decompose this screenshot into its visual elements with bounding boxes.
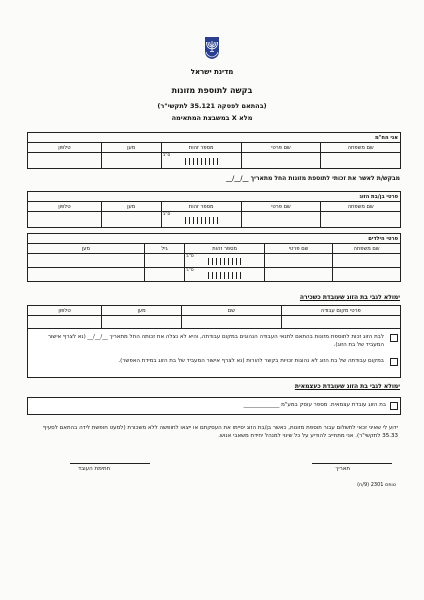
applicant-address-cell[interactable] (101, 153, 161, 169)
workplace-address-cell[interactable] (102, 316, 182, 329)
col-id-number: מספר זהות (161, 143, 241, 153)
col-address: מען (102, 306, 182, 316)
workplace-details-cell[interactable] (281, 316, 400, 329)
child-first-name-cell[interactable] (265, 254, 333, 268)
spouse-address-cell[interactable] (101, 212, 161, 228)
child-age-cell[interactable] (144, 268, 184, 282)
check-digit-label: ס"ב (162, 153, 171, 158)
spouse-id-cell[interactable] (161, 212, 241, 228)
child-last-name-cell[interactable] (333, 254, 401, 268)
applicant-table (27, 132, 401, 169)
declaration-text: ידוע לי שאיני זכאי לתשלום עבור תוספת מזונות, כאשר בן/בת הזוג יסיימו את העסקתם או ייצאו לחופשה ללא משכורת (למעט חופשת לידה בהתאם לסעיף 35.33 לתקשי"ר). אני מתחייב להודיע על כל שינוי למנהל יחידת משאבי אנוש. (42, 425, 398, 439)
applicant-phone-cell[interactable] (28, 153, 102, 169)
col-workplace: פרטי מקום עבודה (281, 306, 400, 316)
workplace-name-cell[interactable] (182, 316, 282, 329)
child-id-cell[interactable] (185, 268, 265, 282)
state-name: מדינת ישראל (190, 68, 234, 76)
salaried-option-2-text: במקום עבודתה של בת הזוג לא נהוגות זכויות בקשר להורות (נא לצרף אישור המעביד של בת הזוג במידת האפשר). (118, 358, 384, 364)
self-employed-text: בת הזוג עובדת עצמאית. מספר עוסק במע"מ _____________ (243, 402, 386, 408)
form-subtitle: (בהתאם לפסקה 35.121 לתקשי"ר) (157, 102, 267, 110)
child-first-name-cell[interactable] (265, 268, 333, 282)
workplace-phone-cell[interactable] (28, 316, 102, 329)
signature-label: חתימת העובד (78, 466, 111, 472)
spouse-phone-cell[interactable] (28, 212, 102, 228)
request-text: מבקש/ת לאשר את זכותי לתוספת מזונות החל מתאריך __/__/__ (226, 175, 400, 182)
col-phone: טלפון (28, 143, 102, 153)
col-first-name: שם פרטי (241, 202, 321, 212)
spouse-table (27, 191, 401, 228)
form-number: טופס 2301 (9/ח) (357, 482, 396, 488)
salaried-option-2-checkbox[interactable] (390, 358, 398, 366)
date-line[interactable] (312, 463, 392, 464)
col-name: שם (182, 306, 282, 316)
children-section-title: פרטי הילדים (28, 234, 401, 244)
form-instruction: מלא X במשבצת המתאימה (171, 114, 253, 122)
col-age: גיל (144, 244, 184, 254)
salaried-option-1-checkbox[interactable] (390, 334, 398, 342)
form-title: בקשה לתוספת מזונות (171, 86, 253, 95)
col-phone: טלפון (28, 202, 102, 212)
applicant-section-title: אני הח"מ (28, 133, 401, 143)
salaried-option-1-text: לבת הזוג זכות לתוספת מזונות בהתאם לתנאי העבודה הנהוגים במקום עבודתה, והיא לא נצלה את זכותה החל מתאריך __/__/__ (נא לצרף אישור המעביד של בת הזוג). (47, 334, 384, 348)
date-label: תאריך (335, 466, 350, 472)
spouse-last-name-cell[interactable] (321, 212, 401, 228)
child-age-cell[interactable] (144, 254, 184, 268)
col-address: מען (101, 202, 161, 212)
col-first-name: שם פרטי (265, 244, 333, 254)
applicant-first-name-cell[interactable] (241, 153, 321, 169)
spouse-section-title: פרטי בן/בת הזוג (28, 192, 401, 202)
col-last-name: שם משפחה (321, 143, 401, 153)
signature-line[interactable] (70, 463, 150, 464)
children-table (27, 233, 401, 282)
workplace-table (27, 305, 401, 329)
col-id-number: מספר זהות (185, 244, 265, 254)
col-phone: טלפון (28, 306, 102, 316)
check-digit-label: ס"ב (186, 254, 194, 259)
col-address: מען (28, 244, 145, 254)
check-digit-label: ס"ב (162, 212, 171, 217)
child-address-cell[interactable] (28, 268, 145, 282)
applicant-last-name-cell[interactable] (321, 153, 401, 169)
col-last-name: שם משפחה (333, 244, 401, 254)
self-employed-heading: ימולא לגבי בת הזוג שעובדת כעצמאית (294, 383, 400, 390)
col-first-name: שם פרטי (241, 143, 321, 153)
self-employed-checkbox[interactable] (390, 402, 398, 410)
col-address: מען (101, 143, 161, 153)
col-id-number: מספר זהות (161, 202, 241, 212)
col-last-name: שם משפחה (321, 202, 401, 212)
spouse-first-name-cell[interactable] (241, 212, 321, 228)
check-digit-label: ס"ב (186, 268, 194, 273)
child-id-cell[interactable] (185, 254, 265, 268)
child-last-name-cell[interactable] (333, 268, 401, 282)
applicant-id-cell[interactable] (161, 153, 241, 169)
child-address-cell[interactable] (28, 254, 145, 268)
salaried-heading: ימולא לגבי בת הזוג שעובדת כשכירה (299, 294, 400, 301)
state-emblem-icon (202, 36, 222, 60)
